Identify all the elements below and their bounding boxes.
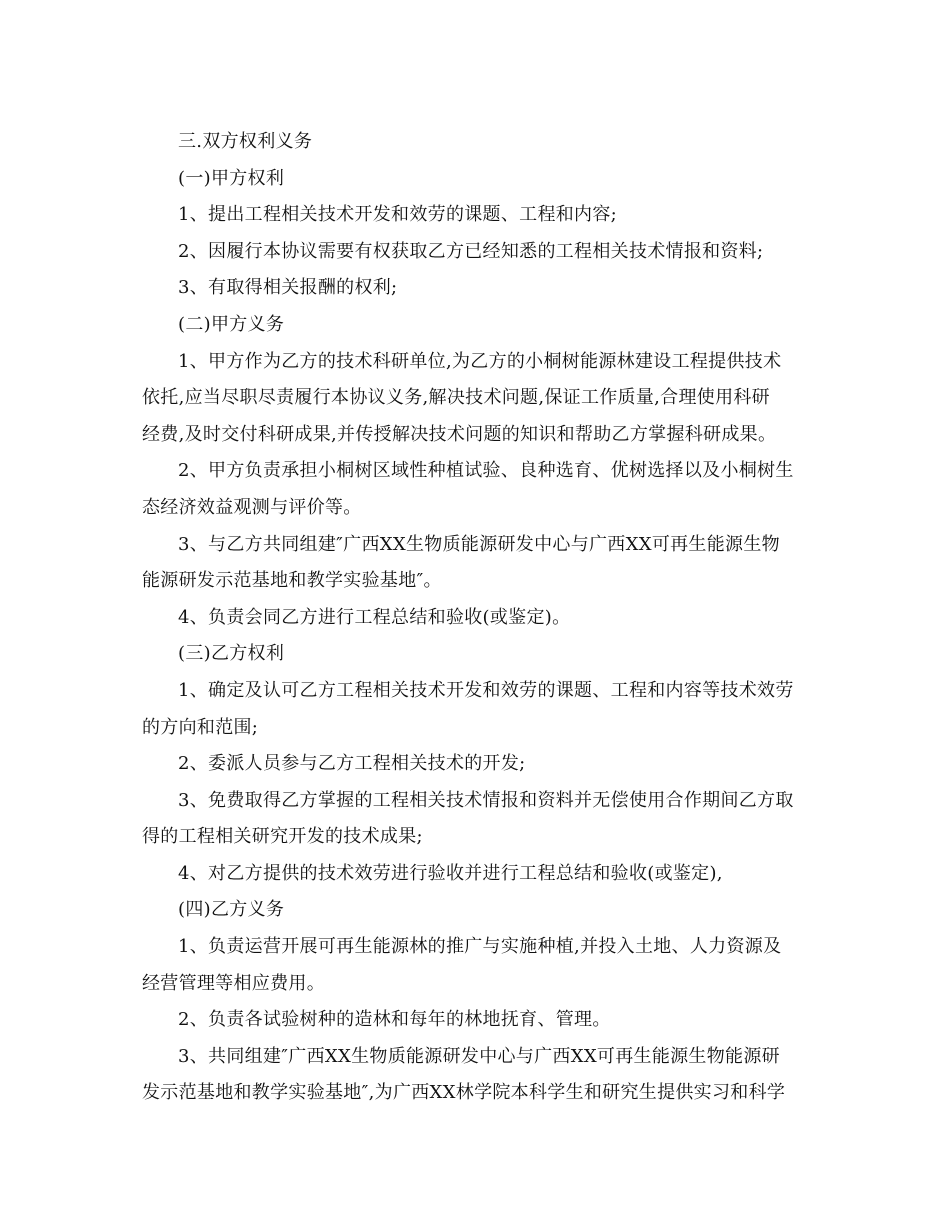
- text-line: 2、甲方负责承担小桐树区域性种植试验、良种选育、优树选择以及小桐树生: [178, 460, 794, 482]
- text-line: 的方向和范围;: [142, 716, 259, 738]
- text-line: (三)乙方权利: [178, 643, 285, 665]
- text-line: (二)甲方义务: [178, 313, 285, 335]
- text-line: 能源研发示范基地和教学实验基地″。: [142, 570, 442, 592]
- text-line: 3、有取得相关报酬的权利;: [178, 277, 398, 299]
- text-line: 4、负责会同乙方进行工程总结和验收(或鉴定)。: [178, 606, 571, 628]
- document-body: [142, 124, 814, 1112]
- text-line: 1、确定及认可乙方工程相关技术开发和效劳的课题、工程和内容等技术效劳: [178, 679, 794, 701]
- text-line: 经费,及时交付科研成果,并传授解决技术问题的知识和帮助乙方掌握科研成果。: [142, 423, 777, 445]
- text-line: 3、与乙方共同组建″广西XX生物质能源研发中心与广西XX可再生能源生物: [178, 533, 780, 555]
- text-line: (四)乙方义务: [178, 899, 285, 921]
- text-line: 经营管理等相应费用。: [142, 972, 325, 994]
- text-line: 3、免费取得乙方掌握的工程相关技术情报和资料并无偿使用合作期间乙方取: [178, 789, 794, 811]
- text-line: 三.双方权利义务: [178, 131, 313, 152]
- text-line: 2、负责各试验树种的造林和每年的林地抚育、管理。: [178, 1009, 611, 1031]
- text-line: 1、负责运营开展可再生能源林的推广与实施种植,并投入土地、人力资源及: [178, 936, 782, 958]
- text-line: 2、因履行本协议需要有权获取乙方已经知悉的工程相关技术情报和资料;: [178, 240, 764, 262]
- text-line: 2、委派人员参与乙方工程相关技术的开发;: [178, 753, 526, 775]
- text-line: 3、共同组建″广西XX生物质能源研发中心与广西XX可再生能源生物能源研: [178, 1045, 780, 1067]
- text-line: 得的工程相关研究开发的技术成果;: [142, 826, 423, 848]
- text-line: (一)甲方权利: [178, 167, 285, 189]
- text-line: 依托,应当尽职尽责履行本协议义务,解决技术问题,保证工作质量,合理使用科研: [142, 387, 770, 409]
- text-line: 4、对乙方提供的技术效劳进行验收并进行工程总结和验收(或鉴定),: [178, 862, 723, 884]
- text-line: 1、提出工程相关技术开发和效劳的课题、工程和内容;: [178, 204, 618, 226]
- text-line: 发示范基地和教学实验基地″,为广西XX林学院本科学生和研究生提供实习和科学: [142, 1082, 786, 1104]
- text-line: 1、甲方作为乙方的技术科研单位,为乙方的小桐树能源林建设工程提供技术: [178, 350, 782, 372]
- text-line: 态经济效益观测与评价等。: [142, 496, 362, 518]
